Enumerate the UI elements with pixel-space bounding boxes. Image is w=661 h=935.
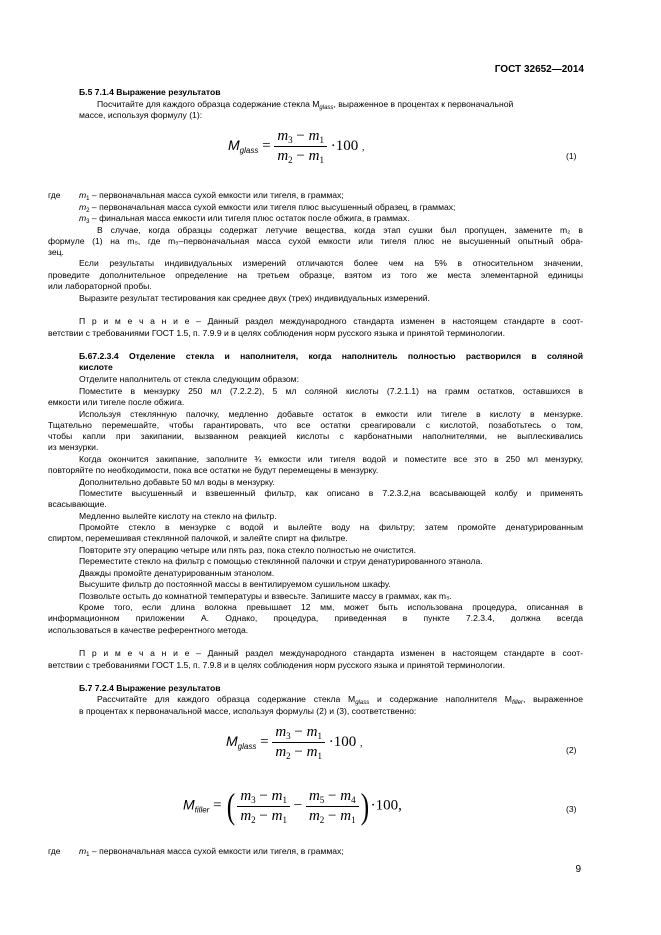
section-title-b7: Б.7 7.2.4 Выражение результатов [79,683,221,693]
paragraph-line: Рассчитайте для каждого образца содержание стекла $M_{glass}$ и содержание наполнителя $M_{filler}$, выраженное [97,694,583,706]
note-line: ветствии с требованиями ГОСТ 1.5, п. 7.9.8 и в целях соблюдения норм русского языка и принятой терминологии. [48,660,505,670]
paragraph-line: всасывающие. [48,499,107,509]
paragraph-line: Медленно вылейте кислоту на стекло на фильтр. [79,511,277,521]
paragraph-line: Поместите высушенный и взвешенный фильтр, как описано в 7.2.3.2,на всасывающей колбу и применять [79,488,583,498]
paragraph-line: информационном приложении А. Однако, процедура, приведенная в пункте 7.2.3.4, должна всегда [48,613,583,623]
paragraph-line: проведите дополнительное определение на третьем образце, взятом из того же места элементарной единицы [48,270,583,280]
note-line: П р и м е ч а н и е – Данный раздел международного стандарта изменен в настоящем стандарте в соот- [79,316,584,326]
paragraph-line: спиртом, перемешивая стеклянной палочкой, и залейте спирт на фильтре. [48,533,348,543]
paragraph-line: Высушите фильтр до постоянной массы в вентилируемом сушильном шкафу. [79,579,391,589]
paragraph-line: Переместите стекло на фильтр с помощью стеклянной палочки и струи денатурированного этанола. [79,556,483,566]
paragraph-line: Если результаты индивидуальных измерений отличаются более чем на 5% в относительном значении, [79,258,583,268]
paragraph-line: в процентах к первоначальной массе, используя формулы (2) и (3), соответственно: [79,706,417,716]
paragraph-line: Выразите результат тестирования как среднее двух (трех) индивидуальных измерений. [79,293,430,303]
paragraph-line: Дважды промойте денатурированным этанолом. [79,568,275,578]
section-title-b6: Б.67.2.3.4 Отделение стекла и наполнителя, когда наполнитель полностью растворился в соляной [79,351,583,361]
note-line: П р и м е ч а н и е – Данный раздел международного стандарта изменен в настоящем стандарте в соот- [79,648,584,658]
page-number: 9 [575,864,581,875]
equation-number-2: (2) [566,745,577,755]
paragraph-line: массе, используя формулу (1): [79,110,203,120]
paragraph-line: чтобы капли при закипании, вызванном реакцией кислоты с карбонатными наполнителями, не выплескивались [48,431,583,441]
paragraph-line: Промойте стекло в мензурке с водой и вылейте воду на фильтру; затем промойте денатурированным [79,522,583,532]
where-label: где [48,190,61,200]
paragraph-line: Кроме того, если длина волокна превышает 12 мм, может быть использована процедура, описанная в [79,602,583,612]
paragraph-line: использоваться в качестве референтного метода. [48,625,249,635]
equation-number-3: (3) [566,804,577,814]
definition-m2: $m_2$ – первоначальная масса сухой емкости или тигеля плюс высушенный образец, в граммах; [79,202,456,214]
paragraph-line: Используя стеклянную палочку, медленно добавьте остаток в емкости или тигеле в кислоту в мензурке. [79,409,583,419]
paragraph-line: Повторите эту операцию четыре или пять раз, пока стекло полностью не очистится. [79,545,417,555]
section-title-b6-cont: кислоте [79,362,113,372]
note-line: ветствии с требованиями ГОСТ 1.5, п. 7.9.9 и в целях соблюдения норм русского языка и принятой терминологии. [48,328,505,338]
paragraph-line: формуле (1) на m₅, где m₅–первоначальная масса сухой емкости или тигеля плюс не высушенный опытный обра- [48,236,583,246]
definition-m1: $m_1$ – первоначальная масса сухой емкости или тигеля, в граммах; [79,846,344,858]
definition-m1: $m_1$ – первоначальная масса сухой емкости или тигеля, в граммах; [79,190,344,202]
paragraph-line: зец. [48,247,64,257]
paragraph-line: Отделите наполнитель от стекла следующим образом: [79,374,299,384]
paragraph-line: или лабораторной пробы. [48,281,152,291]
paragraph-line: Посчитайте для каждого образца содержание стекла $M_{glass}$, выраженное в процентах к первоначальной [97,99,514,111]
paragraph-line: Дополнительно добавьте 50 мл воды в мензурку. [79,477,275,487]
paragraph-line: Тщательно перемешайте, чтобы гарантировать, что все остатки среагировали с кислотой, позаботьтесь о том, [48,420,583,430]
paragraph-line: повторяйте по необходимости, пока все остатки не будут перемещены в мензурку. [48,465,379,475]
definition-m3: $m_3$ – финальная масса емкости или тигеля плюс остаток после обжига, в граммах. [79,213,410,225]
where-label: где [48,846,61,856]
paragraph-line: емкости или тигеле после обжига. [48,397,185,407]
paragraph-line: Когда окончится закипание, заполните ¾ емкости или тигеля водой и поместите все это в 250 мл мензурку, [79,454,583,464]
paragraph-line: В случае, когда образцы содержат летучие вещества, когда этап сушки был пропущен, замените m₂ в [97,225,583,235]
formula-2: $M_{glass}$ = $\frac{m_3 - m_1}{m_2 - m_1}$ ·100 , [226,724,363,761]
document-id: ГОСТ 32652—2014 [494,64,584,75]
formula-1: $M_{glass}$ = $\frac{m_3 - m_1}{m_2 - m_1}$ ·100 , [228,128,365,165]
paragraph-line: из мензурки. [48,442,99,452]
section-title-b5: Б.5 7.1.4 Выражение результатов [79,87,221,97]
formula-3: $M_{filler}$ = ( $\frac{m_3 - m_1}{m_2 - m_1}$ − $\frac{m_5 - m_4}{m_2 - m_1}$ ) ·100, [183,786,402,826]
paragraph-line: Позвольте остыть до комнатной температуры и взвесьте. Запишите массу в граммах, как m₅. [79,591,452,601]
equation-number-1: (1) [566,151,577,161]
paragraph-line: Поместите в мензурку 250 мл (7.2.2.2), 5 мл соляной кислоты (7.2.1.1) на грамм остатков, оставшихся в [79,386,583,396]
